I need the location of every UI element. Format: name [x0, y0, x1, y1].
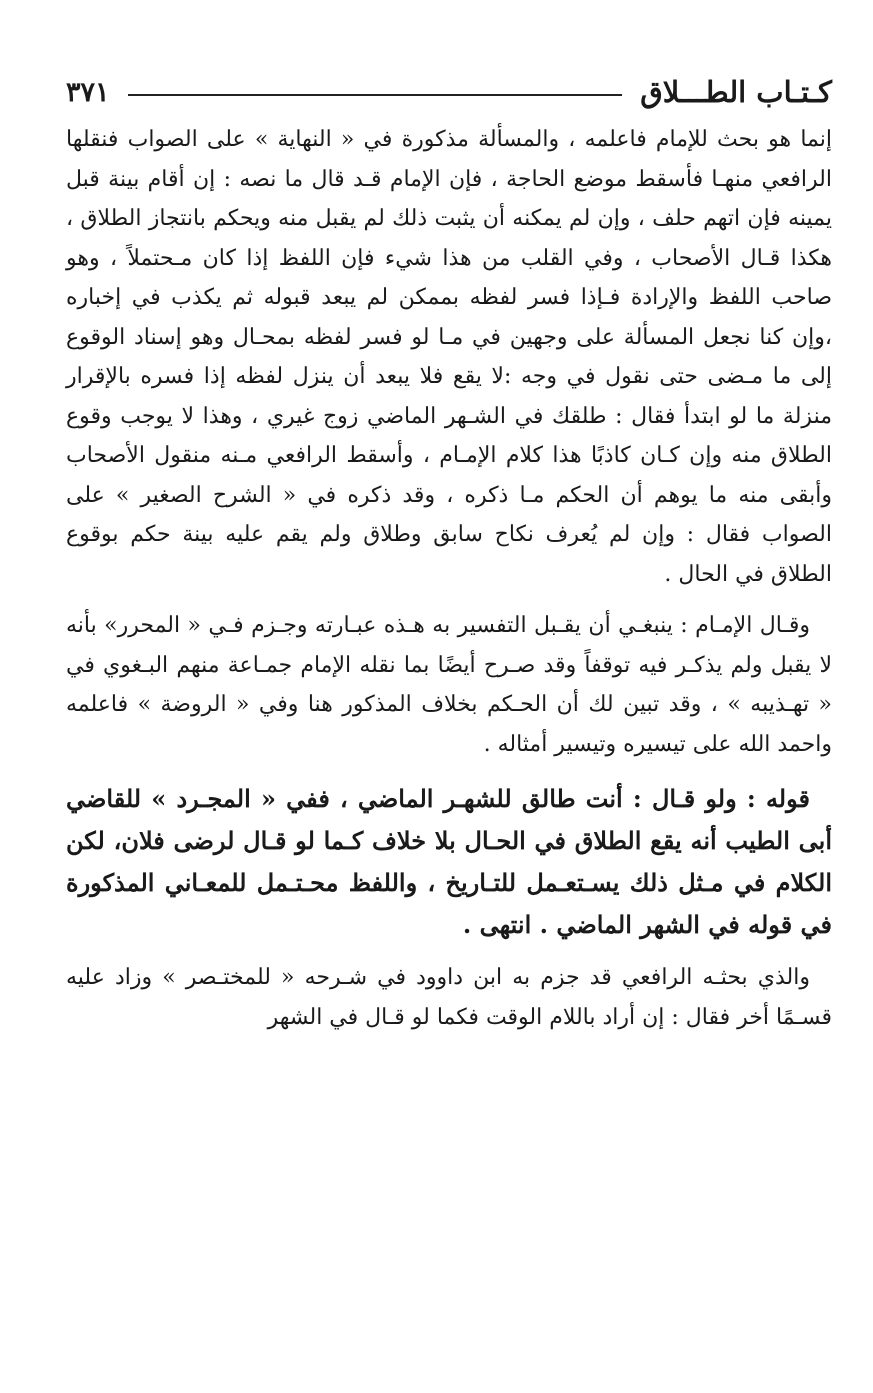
chapter-title: كـتـاب الطـــلاق [640, 75, 832, 109]
page-number: ٣٧١ [66, 76, 110, 108]
paragraph-1: إنما هو بحث للإمام فاعلمه ، والمسألة مذكورة في « النهاية » على الصواب فنقلها الرافعي منهـا فأسقط موضع الحاجة ، فإن الإمام قـد قال ما نصه : إن أقام بينة قبل يمينه فإن اتهم حلف ، وإن لم يمكنه أن يثبت ذلك لم يقبل منه ويحكم بانتجاز الطلاق ، هكذا قـال الأصحاب ، وفي القلب من هذا شيء فإن اللفظ إذا كان مـحتملاً ، وهو صاحب اللفظ والإرادة فـإذا فسر لفظه بممكن لم يبعد قبوله ثم يكذب في إخباره ،وإن كنا نجعل المسألة على وجهين في مـا لو فسر لفظه بمحـال وهو إسناد الوقوع إلى ما مـضى حتى نقول في وجه :لا يقع فلا يبعد أن ينزل لفظه إذا فسره بالإقرار منزلة ما لو ابتدأ فقال : طلقك في الشـهر الماضي زوج غيري ، وهذا لا يوجب وقوع الطلاق منه وإن كـان كاذبًا هذا كلام الإمـام ، وأسقط الرافعي مـنه منقول الأصحاب وأبقى منه ما يوهم أن الحكم مـا ذكره ، وقد ذكره في « الشرح الصغير » على الصواب فقال : وإن لم يُعرف نكاح سابق وطلاق ولم يقم عليه بينة حكم بوقوع الطلاق في الحال . [66, 127, 832, 587]
paragraph-4: والذي بحثـه الرافعي قد جزم به ابن داوود في شـرحه « للمختـصر » وزاد عليه قسـمًا أخر فقال : إن أراد باللام الوقت فكما لو قـال في الشهر [66, 965, 832, 1030]
running-header [66, 70, 832, 114]
paragraph-2: وقـال الإمـام : ينبغـي أن يقـبل التفسير به هـذه عبـارته وجـزم فـي « المحرر» بأنه لا يقبل ولم يذكـر فيه توقفاً وقد صـرح أيضًا بما نقله الإمام جمـاعة منهم البـغوي في « تهـذيبه » ، وقد تبين لك أن الحـكم بخلاف المذكور هنا وفي « الروضة » فاعلمه واحمد الله على تيسيره وتيسير أمثاله . [66, 613, 832, 757]
quoted-passage: قوله : ولو قـال : أنت طالق للشهـر الماضي ، ففي « المجـرد » للقاضي أبى الطيب أنه يقع الطلاق في الحـال بلا خلاف كـما لو قـال لرضى فلان، لكن الكلام في مـثل ذلك يسـتعـمل للتـاريخ ، واللفظ محـتـمل للمعـاني المذكورة في قوله في الشهر الماضي . انتهى . [66, 784, 832, 939]
header-rule [128, 94, 623, 96]
book-page [66, 70, 832, 1037]
